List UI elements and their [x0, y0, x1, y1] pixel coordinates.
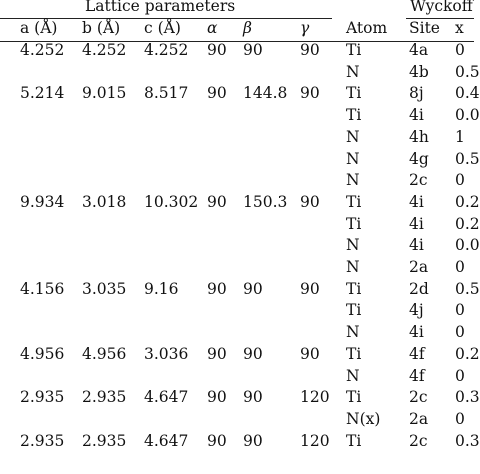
cell-x: 0 — [455, 301, 465, 320]
cell-site: 4f — [409, 344, 425, 363]
cell-c: 4.252 — [144, 41, 189, 59]
cell-atom: Ti — [346, 192, 362, 211]
cell-site: 4i — [409, 323, 424, 342]
column-header-atom: Atom — [346, 19, 388, 37]
cell-site: 2a — [409, 409, 429, 428]
column-header-beta: β — [243, 19, 252, 37]
cell-c: 9.16 — [144, 279, 179, 298]
cell-alpha: 90 — [207, 279, 227, 298]
cell-a: 4.252 — [20, 41, 65, 59]
cell-b: 9.015 — [82, 84, 127, 103]
cell-gamma: 120 — [300, 388, 330, 407]
cell-beta: 90 — [243, 41, 263, 59]
cell-x: 0.5 — [455, 62, 480, 81]
cell-site: 2c — [409, 171, 428, 190]
cell-atom: N — [346, 127, 360, 146]
cell-x: 0 — [455, 258, 465, 276]
cell-atom: Ti — [346, 106, 362, 125]
cell-atom: Ti — [346, 84, 362, 103]
cell-atom: Ti — [346, 41, 362, 59]
cell-beta: 90 — [243, 388, 263, 407]
cell-beta: 90 — [243, 431, 263, 450]
cell-alpha: 90 — [207, 388, 227, 407]
cell-atom: N — [346, 258, 360, 276]
cell-x: 0.4 — [455, 84, 480, 103]
group-header-wyckoff: Wyckoff — [410, 0, 473, 15]
cell-site: 2c — [409, 388, 428, 407]
cell-b: 4.252 — [82, 41, 127, 59]
cell-atom: Ti — [346, 344, 362, 363]
cell-gamma: 90 — [300, 279, 320, 298]
cell-x: 0 — [455, 41, 465, 59]
column-header-site: Site — [409, 19, 440, 37]
cell-b: 2.935 — [82, 388, 127, 407]
cell-c: 10.302 — [144, 192, 199, 211]
cell-site: 4i — [409, 214, 424, 233]
cell-beta: 90 — [243, 344, 263, 363]
cell-gamma: 90 — [300, 84, 320, 103]
cell-a: 5.214 — [20, 84, 65, 103]
column-header-alpha: α — [207, 19, 218, 37]
group-header-lattice: Lattice parameters — [85, 0, 236, 15]
cell-beta: 90 — [243, 279, 263, 298]
cell-atom: N — [346, 236, 360, 255]
cell-site: 4a — [409, 41, 429, 59]
cell-site: 2c — [409, 431, 428, 450]
cell-alpha: 90 — [207, 84, 227, 103]
cell-x: 0 — [455, 171, 465, 190]
column-header-gamma: γ — [300, 19, 310, 37]
cell-site: 8j — [409, 84, 424, 103]
cell-gamma: 90 — [300, 344, 320, 363]
cell-x: 0.3 — [455, 388, 480, 407]
cell-atom: N — [346, 62, 360, 81]
cell-c: 4.647 — [144, 388, 189, 407]
cell-site: 2d — [409, 279, 429, 298]
cell-alpha: 90 — [207, 192, 227, 211]
cell-x: 0.0 — [455, 106, 480, 125]
cell-x: 0 — [455, 323, 465, 342]
cell-x: 0.3 — [455, 431, 480, 450]
cell-x: 0.2 — [455, 214, 480, 233]
cell-a: 4.956 — [20, 344, 65, 363]
cell-b: 4.956 — [82, 344, 127, 363]
header-rule — [0, 41, 474, 42]
cell-beta: 150.3 — [243, 192, 288, 211]
cell-alpha: 90 — [207, 344, 227, 363]
cell-a: 2.935 — [20, 388, 65, 407]
cell-gamma: 90 — [300, 192, 320, 211]
cell-atom: N — [346, 366, 360, 385]
cell-site: 4b — [409, 62, 429, 81]
cell-atom: Ti — [346, 301, 362, 320]
cell-x: 0 — [455, 409, 465, 428]
column-header-b: b (Å) — [82, 19, 121, 37]
cell-c: 4.647 — [144, 431, 189, 450]
cell-x: 0.5 — [455, 279, 480, 298]
cell-site: 4i — [409, 106, 424, 125]
cell-atom: N — [346, 323, 360, 342]
cell-site: 4h — [409, 127, 429, 146]
cell-atom: Ti — [346, 279, 362, 298]
cell-atom: Ti — [346, 214, 362, 233]
column-header-a: a (Å) — [20, 19, 58, 37]
cell-b: 3.035 — [82, 279, 127, 298]
cell-x: 0 — [455, 366, 465, 385]
cell-alpha: 90 — [207, 41, 227, 59]
cell-beta: 144.8 — [243, 84, 288, 103]
cell-c: 3.036 — [144, 344, 189, 363]
cell-site: 4i — [409, 192, 424, 211]
cell-x: 1 — [455, 127, 465, 146]
cell-x: 0.0 — [455, 236, 480, 255]
cell-alpha: 90 — [207, 431, 227, 450]
cell-b: 2.935 — [82, 431, 127, 450]
cell-x: 0.5 — [455, 149, 480, 168]
cell-atom: N — [346, 149, 360, 168]
cell-a: 2.935 — [20, 431, 65, 450]
cell-site: 4f — [409, 366, 425, 385]
cell-atom: N(x) — [346, 409, 381, 428]
cell-x: 0.2 — [455, 344, 480, 363]
cell-a: 4.156 — [20, 279, 65, 298]
cell-atom: N — [346, 171, 360, 190]
cell-gamma: 120 — [300, 431, 330, 450]
column-header-x: x — [455, 19, 464, 37]
cell-site: 2a — [409, 258, 429, 276]
cell-b: 3.018 — [82, 192, 127, 211]
cell-gamma: 90 — [300, 41, 320, 59]
cell-c: 8.517 — [144, 84, 189, 103]
column-header-c: c (Å) — [144, 19, 181, 37]
cell-a: 9.934 — [20, 192, 65, 211]
cell-atom: Ti — [346, 431, 362, 450]
cell-x: 0.2 — [455, 192, 480, 211]
cell-site: 4j — [409, 301, 424, 320]
cell-site: 4i — [409, 236, 424, 255]
cell-site: 4g — [409, 149, 429, 168]
cell-atom: Ti — [346, 388, 362, 407]
